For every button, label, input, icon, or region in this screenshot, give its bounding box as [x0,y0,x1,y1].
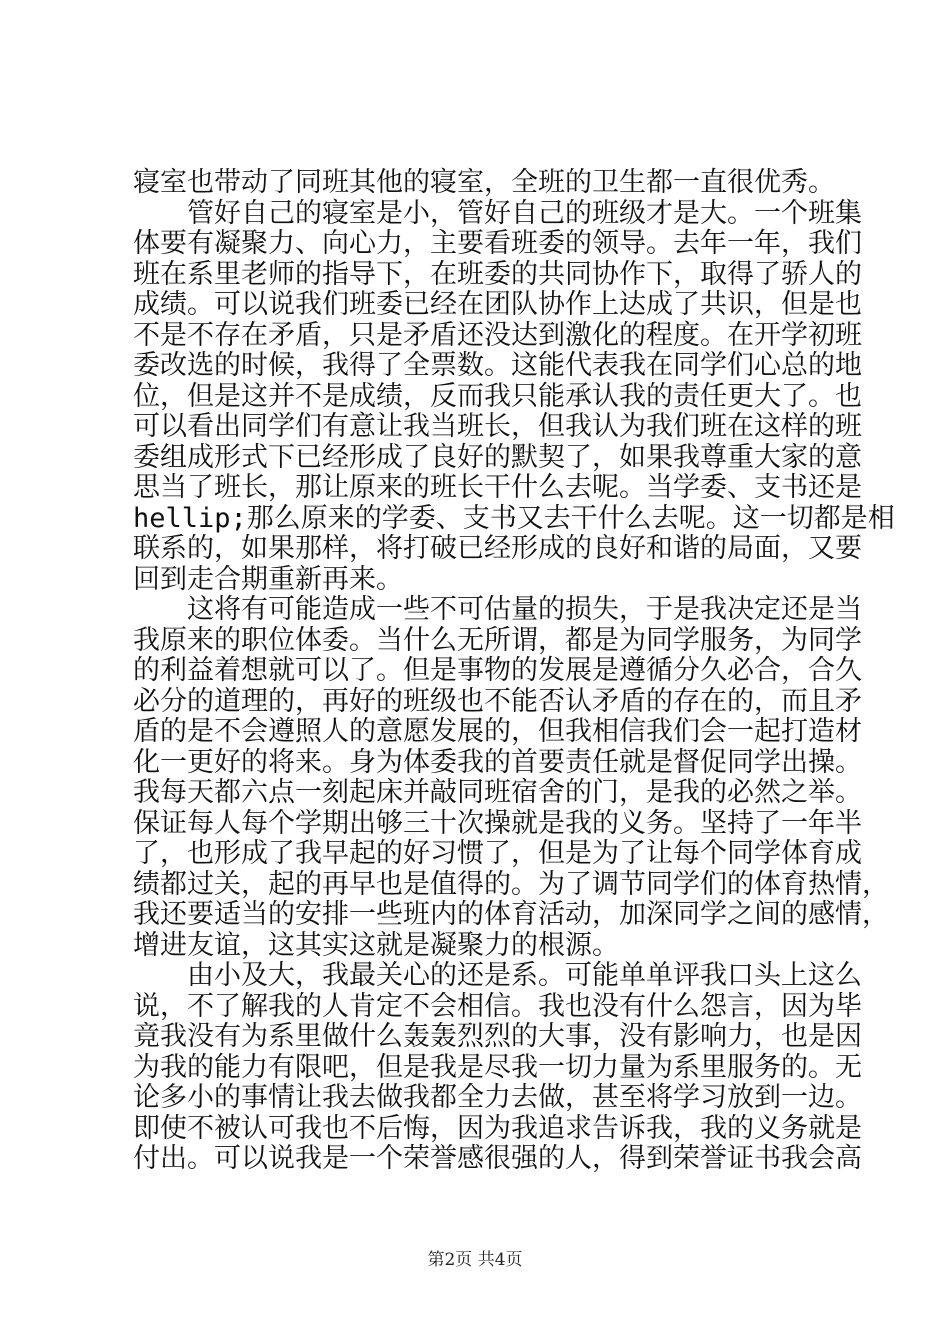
text-line: 联系的，如果那样，将打破已经形成的良好和谐的局面，又要 [133,533,862,564]
text-line: 位，但是这并不是成绩，反而我只能承认我的责任更大了。也 [133,380,862,412]
text-line: 成绩。可以说我们班委已经在团队协作上达成了共识，但是也 [133,289,862,320]
text-line: 论多小的事情让我去做我都全力去做，甚至将学习放到一边。 [133,1082,862,1113]
text-line: 班在系里老师的指导下，在班委的共同协作下，取得了骄人的 [133,258,862,290]
text-line: 竟我没有为系里做什么轰轰烈烈的大事，没有影响力，也是因 [133,1021,862,1052]
text-line: 我原来的职位体委。当什么无所谓，都是为同学服务，为同学 [133,624,862,656]
text-line: 寝室也带动了同班其他的寝室，全班的卫生都一直很优秀。 [133,167,835,198]
page-number-footer: 第2页 共4页 [427,1250,523,1270]
text-line: 管好自己的寝室是小，管好自己的班级才是大。一个班集 [133,197,862,229]
text-line: hellip;那么原来的学委、支书又去干什么去呢。这一切都是相 [133,502,895,534]
text-line: 委组成形式下已经形成了良好的默契了，如果我尊重大家的意 [133,441,862,473]
text-line: 我每天都六点一刻起床并敲同班宿舍的门，是我的必然之举。 [133,777,862,808]
text-line: 可以看出同学们有意让我当班长，但我认为我们班在这样的班 [133,411,862,442]
text-line: 绩都过关，起的再早也是值得的。为了调节同学们的体育热情， [133,868,889,900]
text-line: 的利益着想就可以了。但是事物的发展是遵循分久必合，合久 [133,655,862,686]
text-line: 体要有凝聚力、向心力，主要看班委的领导。去年一年，我们 [133,228,862,259]
text-line: 即使不被认可我也不后悔，因为我追求告诉我，我的义务就是 [133,1112,862,1144]
text-line: 化一更好的将来。身为体委我的首要责任就是督促同学出操。 [133,746,862,778]
document-body [133,167,895,1175]
text-line: 委改选的时候，我得了全票数。这能代表我在同学们心总的地 [133,350,862,381]
text-line: 由小及大，我最关心的还是系。可能单单评我口头上这么 [133,960,862,991]
text-line: 回到走合期重新再来。 [133,563,403,595]
text-line: 付出。可以说我是一个荣誉感很强的人，得到荣誉证书我会高 [133,1143,862,1174]
text-line: 说，不了解我的人肯定不会相信。我也没有什么怨言，因为毕 [133,990,862,1022]
text-line: 保证每人每个学期出够三十次操就是我的义务。坚持了一年半 [133,807,862,839]
text-line: 这将有可能造成一些不可估量的损失，于是我决定还是当 [133,594,862,625]
text-line: 增进友谊，这其实这就是凝聚力的根源。 [133,929,619,961]
text-line: 不是不存在矛盾，只是矛盾还没达到激化的程度。在开学初班 [133,319,862,351]
text-line: 盾的是不会遵照人的意愿发展的，但我相信我们会一起打造材 [133,716,862,747]
text-line: 为我的能力有限吧，但是我是尽我一切力量为系里服务的。无 [133,1051,862,1083]
text-line: 必分的道理的，再好的班级也不能否认矛盾的存在的，而且矛 [133,685,862,717]
text-line: 了，也形成了我早起的好习惯了，但是为了让每个同学体育成 [133,838,862,869]
text-line: 我还要适当的安排一些班内的体育活动，加深同学之间的感情， [133,899,889,930]
text-line: 思当了班长，那让原来的班长干什么去呢。当学委、支书还是 [133,472,862,503]
